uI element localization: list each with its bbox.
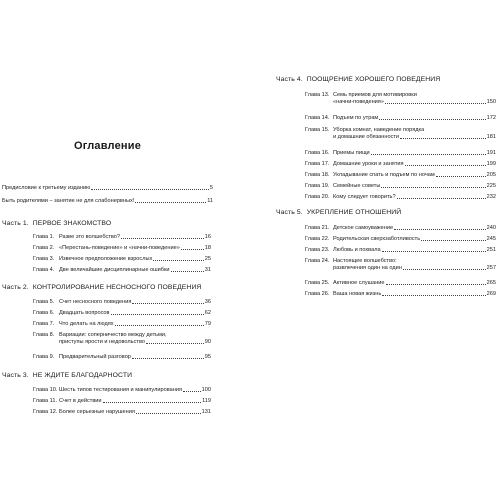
toc-chapter[interactable] [305, 115, 496, 121]
chapter-number: Глава 1. [33, 234, 55, 240]
chapter-number: Глава 18. [305, 172, 330, 178]
toc-chapter[interactable] [33, 245, 211, 251]
chapter-title: Шесть типов тестирования и манипулирования [59, 387, 182, 393]
chapter-title-cont: и домашние обязанности [333, 134, 400, 141]
page-title: Оглавление [73, 140, 142, 152]
chapter-page: 251 [486, 247, 496, 253]
part-heading[interactable] [2, 372, 132, 380]
leader-dots [379, 119, 485, 120]
chapter-title-cont: приступы ярости и недовольство [59, 339, 145, 346]
chapter-title: Две величайшие дисциплинарные ошибки [59, 267, 170, 273]
chapter-title: Извечное предположение взрослых [59, 256, 153, 262]
chapter-page: 269 [486, 291, 496, 297]
leader-dots [436, 176, 486, 177]
part-number: Часть 4. [276, 76, 303, 83]
leader-dots [103, 402, 202, 403]
chapter-title: Более серьезные нарушения [59, 409, 135, 415]
chapter-page: 100 [201, 387, 211, 393]
part-title: ПООЩРЕНИЕ ХОРОШЕГО ПОВЕДЕНИЯ [306, 76, 441, 83]
chapter-page: 191 [486, 150, 496, 156]
chapter-number: Глава 4. [33, 267, 55, 273]
toc-entry-preface[interactable] [2, 185, 213, 191]
chapter-page: 18 [204, 245, 211, 251]
chapter-title: Семь приемов для мотивировки [333, 92, 417, 98]
chapter-page: 172 [486, 115, 496, 121]
leader-dots [181, 249, 204, 250]
chapter-title: Разве это волшебство? [59, 234, 120, 240]
chapter-number: Глава 17. [305, 161, 330, 167]
part-number: Часть 2. [2, 284, 29, 291]
leader-dots [403, 269, 486, 270]
chapter-title: Настоящее волшебство: [333, 258, 397, 264]
toc-chapter[interactable] [305, 236, 496, 242]
part-heading[interactable] [276, 209, 401, 217]
chapter-page: 257 [486, 265, 496, 272]
chapter-page: 205 [486, 172, 496, 178]
chapter-title: Кому следует говорить? [333, 194, 396, 200]
chapter-number: Глава 16. [305, 150, 330, 156]
chapter-title: Родительская сверхзаботливость [333, 236, 421, 242]
chapter-number: Глава 25. [305, 280, 330, 286]
toc-chapter[interactable] [305, 280, 496, 286]
chapter-number: Глава 3. [33, 256, 55, 262]
chapter-number: Глава 14. [305, 115, 330, 121]
chapter-number: Глава 12. [33, 409, 58, 415]
toc-chapter[interactable] [305, 150, 496, 156]
toc-chapter[interactable] [305, 225, 496, 231]
leader-dots [121, 238, 204, 239]
toc-chapter[interactable] [33, 234, 211, 240]
chapter-title: «Перестань-поведение» и «начни-поведение» [59, 245, 180, 251]
chapter-page: 25 [204, 256, 211, 262]
leader-dots [132, 358, 204, 359]
toc-chapter[interactable] [33, 387, 211, 393]
chapter-page: 232 [486, 194, 496, 200]
leader-dots [381, 187, 485, 188]
leader-dots [382, 295, 485, 296]
part-title: ПЕРВОЕ ЗНАКОМСТВО [32, 220, 112, 227]
leader-dots [394, 229, 486, 230]
chapter-title: Уборка комнат, наведение порядка [333, 127, 425, 133]
toc-chapter[interactable] [305, 183, 496, 189]
chapter-title: Счет в действии [59, 398, 102, 404]
chapter-number: Глава 10. [33, 387, 58, 393]
chapter-title: Вариации: соперничество между детьми, [59, 332, 167, 338]
chapter-number: Глава 8. [33, 332, 55, 338]
chapter-title: Семейные советы [333, 183, 381, 189]
chapter-title: Детское самоуважение [333, 225, 394, 231]
part-heading[interactable] [2, 220, 111, 228]
chapter-number: Глава 26. [305, 291, 330, 297]
chapter-number: Глава 24. [305, 258, 330, 264]
part-title: УКРЕПЛЕНИЕ ОТНОШЕНИЙ [306, 209, 402, 216]
toc-chapter[interactable] [305, 172, 496, 178]
toc-chapter[interactable] [33, 299, 211, 305]
chapter-page: 79 [204, 321, 211, 327]
part-number: Часть 3. [2, 372, 29, 379]
toc-chapter[interactable] [33, 332, 211, 346]
leader-dots [421, 240, 486, 241]
leader-dots [153, 260, 203, 261]
leader-dots [385, 103, 486, 104]
chapter-page: 240 [486, 225, 496, 231]
leader-dots [400, 138, 486, 139]
leader-dots [136, 413, 201, 414]
chapter-number: Глава 19. [305, 183, 330, 189]
entry-label: Быть родителями – занятие не для слабонервных! [2, 198, 135, 204]
chapter-title: Любовь и похвала [333, 247, 381, 253]
toc-chapter[interactable] [305, 247, 496, 253]
toc-entry-intro[interactable] [2, 198, 213, 204]
chapter-page: 131 [201, 409, 211, 415]
chapter-page: 225 [486, 183, 496, 189]
chapter-title-cont: развлечения один на один [333, 265, 402, 272]
chapter-page: 119 [202, 398, 211, 404]
leader-dots [371, 154, 486, 155]
part-heading[interactable] [276, 76, 440, 84]
chapter-page: 150 [486, 99, 496, 106]
toc-chapter[interactable] [305, 194, 496, 200]
chapter-title-cont: «начни-поведения» [333, 99, 384, 106]
chapter-number: Глава 5. [33, 299, 55, 305]
chapter-title: Активное слушание [333, 280, 385, 286]
chapter-page: 16 [204, 234, 211, 240]
entry-label: Предисловие к третьему изданию [2, 185, 91, 191]
chapter-page: 181 [486, 134, 496, 141]
part-title: НЕ ЖДИТЕ БЛАГОДАРНОСТИ [32, 372, 133, 379]
chapter-title: Счет несносного поведения [59, 299, 132, 305]
part-number: Часть 5. [276, 209, 303, 216]
chapter-page: 31 [204, 267, 211, 273]
toc-chapter[interactable] [305, 291, 496, 297]
chapter-title: Приемы пищи [333, 150, 370, 156]
leader-dots [405, 165, 486, 166]
chapter-page: 62 [204, 310, 211, 316]
leader-dots [115, 325, 204, 326]
toc-chapter[interactable] [33, 398, 211, 404]
toc-chapter[interactable] [33, 321, 211, 327]
leader-dots [382, 251, 486, 252]
chapter-page: 265 [486, 280, 496, 286]
chapter-number: Глава 21. [305, 225, 330, 231]
leader-dots [91, 189, 209, 190]
chapter-number: Глава 2. [33, 245, 55, 251]
chapter-page: 199 [486, 161, 496, 167]
toc-chapter[interactable] [33, 310, 211, 316]
chapter-number: Глава 7. [33, 321, 55, 327]
part-title: КОНТРОЛИРОВАНИЕ НЕСНОСНОГО ПОВЕДЕНИЯ [32, 284, 202, 291]
leader-dots [135, 202, 206, 203]
toc-chapter[interactable] [305, 258, 496, 272]
chapter-title: Что делать на людях [59, 321, 114, 327]
part-heading[interactable] [2, 284, 201, 292]
part-number: Часть 1. [2, 220, 29, 227]
chapter-page: 245 [486, 236, 496, 242]
chapter-page: 90 [204, 339, 211, 346]
leader-dots [171, 271, 204, 272]
leader-dots [183, 391, 201, 392]
toc-chapter[interactable] [33, 256, 211, 262]
toc-chapter[interactable] [305, 92, 496, 106]
chapter-number: Глава 6. [33, 310, 55, 316]
chapter-title: Укладывание спать и подъем по ночам [333, 172, 435, 178]
leader-dots [386, 284, 486, 285]
toc-chapter[interactable] [33, 354, 211, 360]
entry-page: 11 [207, 198, 213, 204]
chapter-title: Ваша новая жизнь [333, 291, 382, 297]
chapter-title: Домашние уроки и занятия [333, 161, 404, 167]
chapter-number: Глава 22. [305, 236, 330, 242]
chapter-page: 95 [204, 354, 211, 360]
chapter-number: Глава 9. [33, 354, 55, 360]
toc-chapter[interactable] [305, 161, 496, 167]
chapter-number: Глава 11. [33, 398, 58, 404]
leader-dots [132, 303, 203, 304]
chapter-number: Глава 20. [305, 194, 330, 200]
chapter-title: Предварительный разговор [59, 354, 131, 360]
chapter-number: Глава 15. [305, 127, 330, 133]
chapter-title: Подъем по утрам [333, 115, 379, 121]
chapter-page: 36 [204, 299, 211, 305]
chapter-title: Двадцать вопросов [59, 310, 110, 316]
chapter-number: Глава 13. [305, 92, 330, 98]
toc-chapter[interactable] [33, 267, 211, 273]
leader-dots [111, 314, 204, 315]
toc-chapter[interactable] [305, 127, 496, 141]
chapter-number: Глава 23. [305, 247, 330, 253]
toc-chapter[interactable] [33, 409, 211, 415]
entry-page: 5 [209, 185, 213, 191]
leader-dots [397, 198, 486, 199]
leader-dots [146, 343, 204, 344]
